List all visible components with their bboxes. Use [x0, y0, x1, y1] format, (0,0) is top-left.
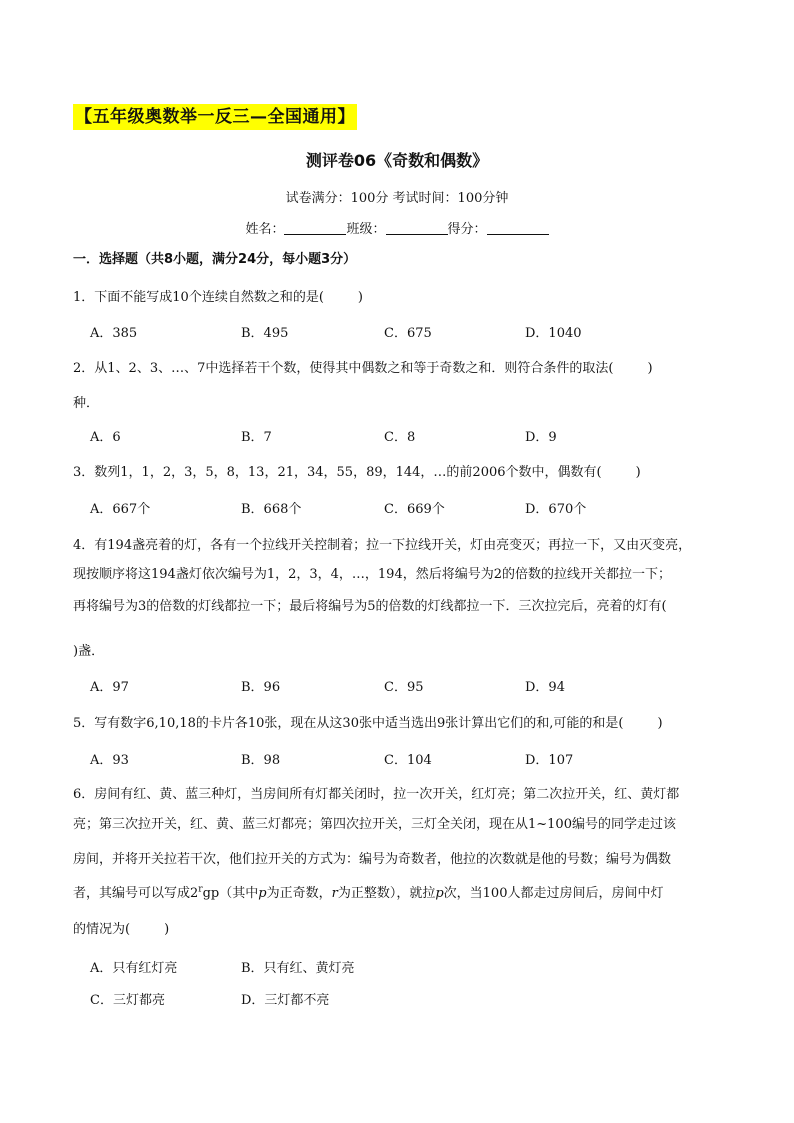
q6-text-part: 次，当100人都走过房间后，房间中灯	[443, 886, 664, 901]
section-heading: 一．选择题（共8小题，满分24分，每小题3分）	[73, 252, 357, 267]
q6-option-b: B．只有红、黄灯亮	[241, 961, 355, 976]
question-2	[73, 357, 723, 376]
q4-option-b: B．96	[241, 680, 281, 695]
q5-option-b: B．98	[241, 753, 281, 768]
question-4-line-3: 再将编号为3的倍数的灯线都拉一下；最后将编号为5的倍数的灯线都拉一下．三次拉完后，亮着的灯有(	[73, 599, 667, 614]
q4-option-a: A．97	[90, 680, 129, 695]
q4-option-c: C．95	[384, 680, 424, 695]
student-fields	[0, 218, 794, 237]
variable-r: r	[331, 886, 338, 901]
question-6-line-5	[73, 918, 723, 937]
class-label: 班级：	[346, 222, 386, 237]
exam-info: 试卷满分：100分 考试时间：100分钟	[285, 191, 509, 206]
q6-text-part: gp（其中	[202, 886, 259, 901]
q2-option-c: C．8	[384, 430, 416, 445]
q1-option-b: B．495	[241, 326, 289, 341]
question-4-line-2: 现按顺序将这194盏灯依次编号为1，2，3，4，…，194，然后将编号为2的倍数的拉线开关都拉一下；	[73, 567, 671, 582]
variable-p: p	[435, 886, 444, 901]
question-2-text: 2．从1、2、3、…、7中选择若干个数，使得其中偶数之和等于奇数之和．则符合条件的取法(	[73, 361, 614, 376]
banner-title: 【五年级奥数举一反三—全国通用】	[73, 104, 357, 130]
question-3	[73, 461, 723, 480]
q3-option-d: D．670个	[525, 502, 587, 517]
score-blank[interactable]	[487, 220, 549, 235]
question-3-text: 3．数列1，1，2，3，5，8，13，21，34，55，89，144，…的前2006个数中，偶数有(	[73, 465, 602, 480]
q1-option-c: C．675	[384, 326, 432, 341]
answer-paren: )	[164, 922, 170, 937]
q1-option-d: D．1040	[525, 326, 582, 341]
class-blank[interactable]	[386, 220, 448, 235]
q3-option-a: A．667个	[90, 502, 151, 517]
q6-text-part: 者，其编号可以写成2	[73, 886, 199, 901]
question-6-line-1: 6．房间有红、黄、蓝三种灯，当房间所有灯都关闭时，拉一次开关，红灯亮；第二次拉开关，红、黄灯都	[73, 787, 680, 802]
question-4-line-4: )盏．	[73, 644, 105, 659]
answer-paren: )	[635, 465, 641, 480]
answer-paren: )	[657, 716, 663, 731]
q6-option-d: D．三灯都不亮	[241, 993, 330, 1008]
page-title: 测评卷06《奇数和偶数》	[305, 151, 489, 170]
q3-option-b: B．668个	[241, 502, 302, 517]
question-5	[73, 712, 723, 731]
question-5-text: 5．写有数字6,10,18的卡片各10张，现在从这30张中适当选出9张计算出它们的和,可能的和是(	[73, 716, 624, 731]
q2-option-a: A．6	[90, 430, 121, 445]
score-label: 得分：	[447, 222, 487, 237]
q6-text-part: 为正整数），就拉	[337, 886, 436, 901]
question-2-cont: 种．	[73, 396, 100, 411]
q3-option-c: C．669个	[384, 502, 445, 517]
question-1-text: 1．下面不能写成10个连续自然数之和的是(	[73, 290, 324, 305]
exponent-r: r	[198, 884, 203, 895]
answer-paren: )	[647, 361, 653, 376]
question-4-line-1: 4．有194盏亮着的灯，各有一个拉线开关控制着；拉一下拉线开关，灯由亮变灭；再拉一下，又由灭变亮，	[73, 538, 692, 553]
q5-option-a: A．93	[90, 753, 129, 768]
question-6-line-4	[73, 882, 723, 901]
q6-text-part: 为正奇数，	[266, 886, 332, 901]
q2-option-d: D．9	[525, 430, 557, 445]
question-6-line-3: 房间，并将开关拉若干次，他们拉开关的方式为：编号为奇数者，他拉的次数就是他的号数；编号为偶数	[73, 852, 672, 867]
q6-option-c: C．三灯都亮	[90, 993, 165, 1008]
name-label: 姓名：	[245, 222, 285, 237]
question-6-line-2: 亮；第三次拉开关，红、黄、蓝三灯都亮；第四次拉开关，三灯全关闭，现在从1~100编号的同学走过该	[73, 817, 676, 832]
q2-option-b: B．7	[241, 430, 272, 445]
q1-option-a: A．385	[90, 326, 138, 341]
q4-option-d: D．94	[525, 680, 565, 695]
q6-option-a: A．只有红灯亮	[90, 961, 178, 976]
q5-option-d: D．107	[525, 753, 574, 768]
question-6-text: 的情况为(	[73, 922, 131, 937]
q5-option-c: C．104	[384, 753, 432, 768]
variable-p: p	[258, 886, 267, 901]
question-1	[73, 286, 723, 305]
answer-paren: )	[357, 290, 363, 305]
name-blank[interactable]	[284, 220, 346, 235]
